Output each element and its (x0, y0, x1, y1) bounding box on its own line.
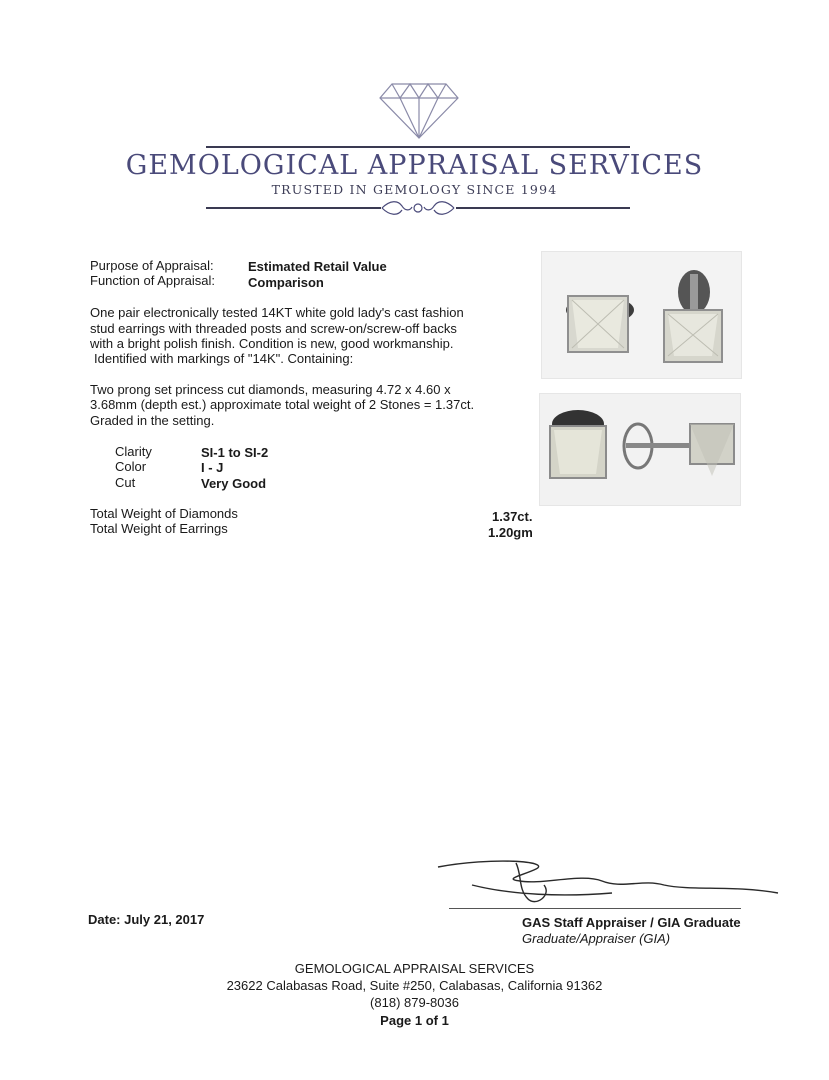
grade-label-cut: Cut (115, 475, 136, 490)
description-line: stud earrings with threaded posts and screw-on/screw-off backs (90, 321, 457, 336)
stones-line: Graded in the setting. (90, 413, 215, 428)
total-label-earrings: Total Weight of Earrings (90, 521, 228, 536)
grade-value-clarity: SI-1 to SI-2 (201, 445, 269, 460)
total-value-diamonds: 1.37ct. (492, 509, 533, 524)
page-number: Page 1 of 1 (380, 1013, 449, 1028)
header-rule-top (206, 146, 630, 148)
total-label-diamonds: Total Weight of Diamonds (90, 506, 238, 521)
grade-value-cut: Very Good (201, 476, 267, 491)
signer-title: GAS Staff Appraiser / GIA Graduate (522, 915, 741, 930)
function-value: Comparison (248, 275, 324, 290)
flourish-ornament-icon (380, 198, 456, 218)
signer-subtitle: Graduate/Appraiser (GIA) (522, 931, 671, 946)
grade-value-color: I - J (201, 460, 224, 475)
appraiser-signature (432, 855, 780, 915)
purpose-label: Purpose of Appraisal: (90, 258, 214, 273)
purpose-value: Estimated Retail Value (248, 259, 387, 274)
company-tagline: TRUSTED IN GEMOLOGY SINCE 1994 (271, 182, 558, 197)
footer-company: GEMOLOGICAL APPRAISAL SERVICES (294, 961, 535, 976)
signature-line (449, 908, 741, 909)
description-line: Identified with markings of "14K". Containing: (94, 351, 354, 366)
appraisal-date: Date: July 21, 2017 (88, 912, 205, 927)
grade-label-color: Color (115, 459, 147, 474)
company-name: GEMOLOGICAL APPRAISAL SERVICES (125, 150, 704, 181)
footer-address: 23622 Calabasas Road, Suite #250, Calabasas, California 91362 (226, 978, 603, 993)
earrings-side-photo (539, 393, 741, 506)
header-rule-bottom-left (206, 207, 381, 209)
footer-phone: (818) 879-8036 (370, 995, 459, 1010)
function-label: Function of Appraisal: (90, 273, 216, 288)
description-line: with a bright polish finish. Condition is new, good workmanship. (90, 336, 454, 351)
stones-line: Two prong set princess cut diamonds, measuring 4.72 x 4.60 x (90, 382, 451, 397)
total-value-earrings: 1.20gm (488, 525, 533, 540)
earrings-front-photo (541, 251, 742, 379)
stones-line: 3.68mm (depth est.) approximate total weight of 2 Stones = 1.37ct. (90, 397, 475, 412)
description-line: One pair electronically tested 14KT white gold lady's cast fashion (90, 305, 464, 320)
grade-label-clarity: Clarity (115, 444, 152, 459)
header-rule-bottom-right (456, 207, 630, 209)
diamond-icon (378, 82, 460, 140)
